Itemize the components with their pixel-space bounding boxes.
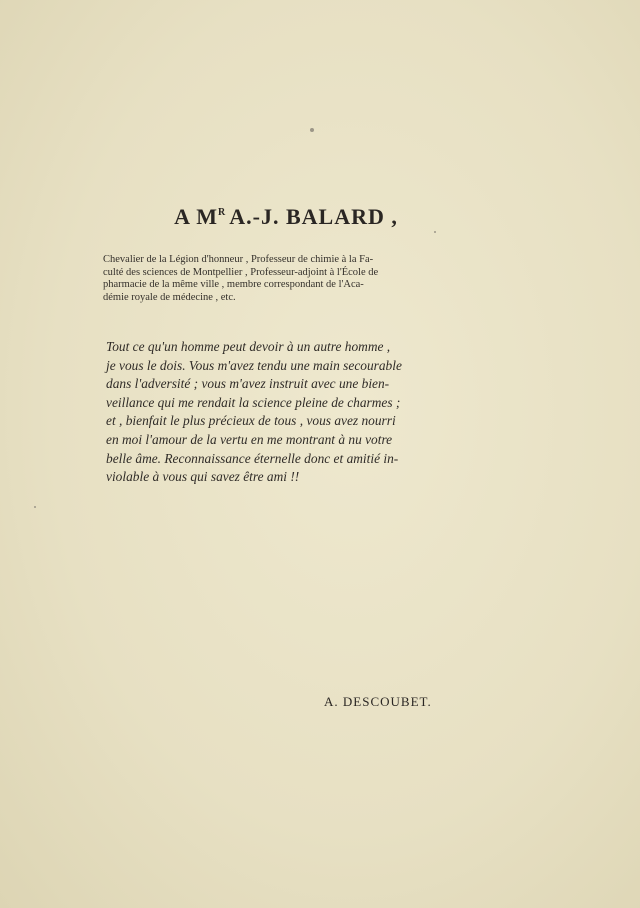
honorific-titles: [103, 254, 431, 304]
body-line: je vous le dois. Vous m'avez tendu une main secourable: [106, 357, 402, 373]
dedication-body: [106, 338, 436, 487]
dedication-prefix: A M: [174, 204, 219, 229]
body-line: belle âme. Reconnaissance éternelle donc et amitié in-: [106, 450, 399, 466]
body-line: veillance qui me rendait la science pleine de charmes ;: [106, 394, 401, 410]
signature: A. DESCOUBET.: [324, 694, 432, 709]
dedication-name: A.-J. BALARD ,: [229, 204, 398, 229]
body-line: violable à vous qui savez être ami !!: [106, 469, 300, 485]
titles-line: Chevalier de la Légion d'honneur , Professeur de chimie à la Fa-: [103, 254, 374, 265]
body-line: Tout ce qu'un homme peut devoir à un autre homme ,: [106, 339, 391, 354]
body-line: et , bienfait le plus précieux de tous , vous avez nourri: [106, 413, 396, 429]
dedication-title: [0, 204, 572, 230]
titles-line: pharmacie de la même ville , membre correspondant de l'Aca-: [103, 279, 364, 290]
paper-speck: [34, 506, 36, 508]
titles-line: culté des sciences de Montpellier , Professeur-adjoint à l'École de: [103, 266, 379, 278]
titles-line: démie royale de médecine , etc.: [103, 291, 236, 303]
body-line: en moi l'amour de la vertu en me montrant à nu votre: [106, 431, 393, 447]
paper-speck: [310, 128, 314, 132]
dedication-superscript: R: [218, 207, 227, 218]
body-line: dans l'adversité ; vous m'avez instruit avec une bien-: [106, 376, 390, 392]
paper-speck: [434, 231, 436, 233]
